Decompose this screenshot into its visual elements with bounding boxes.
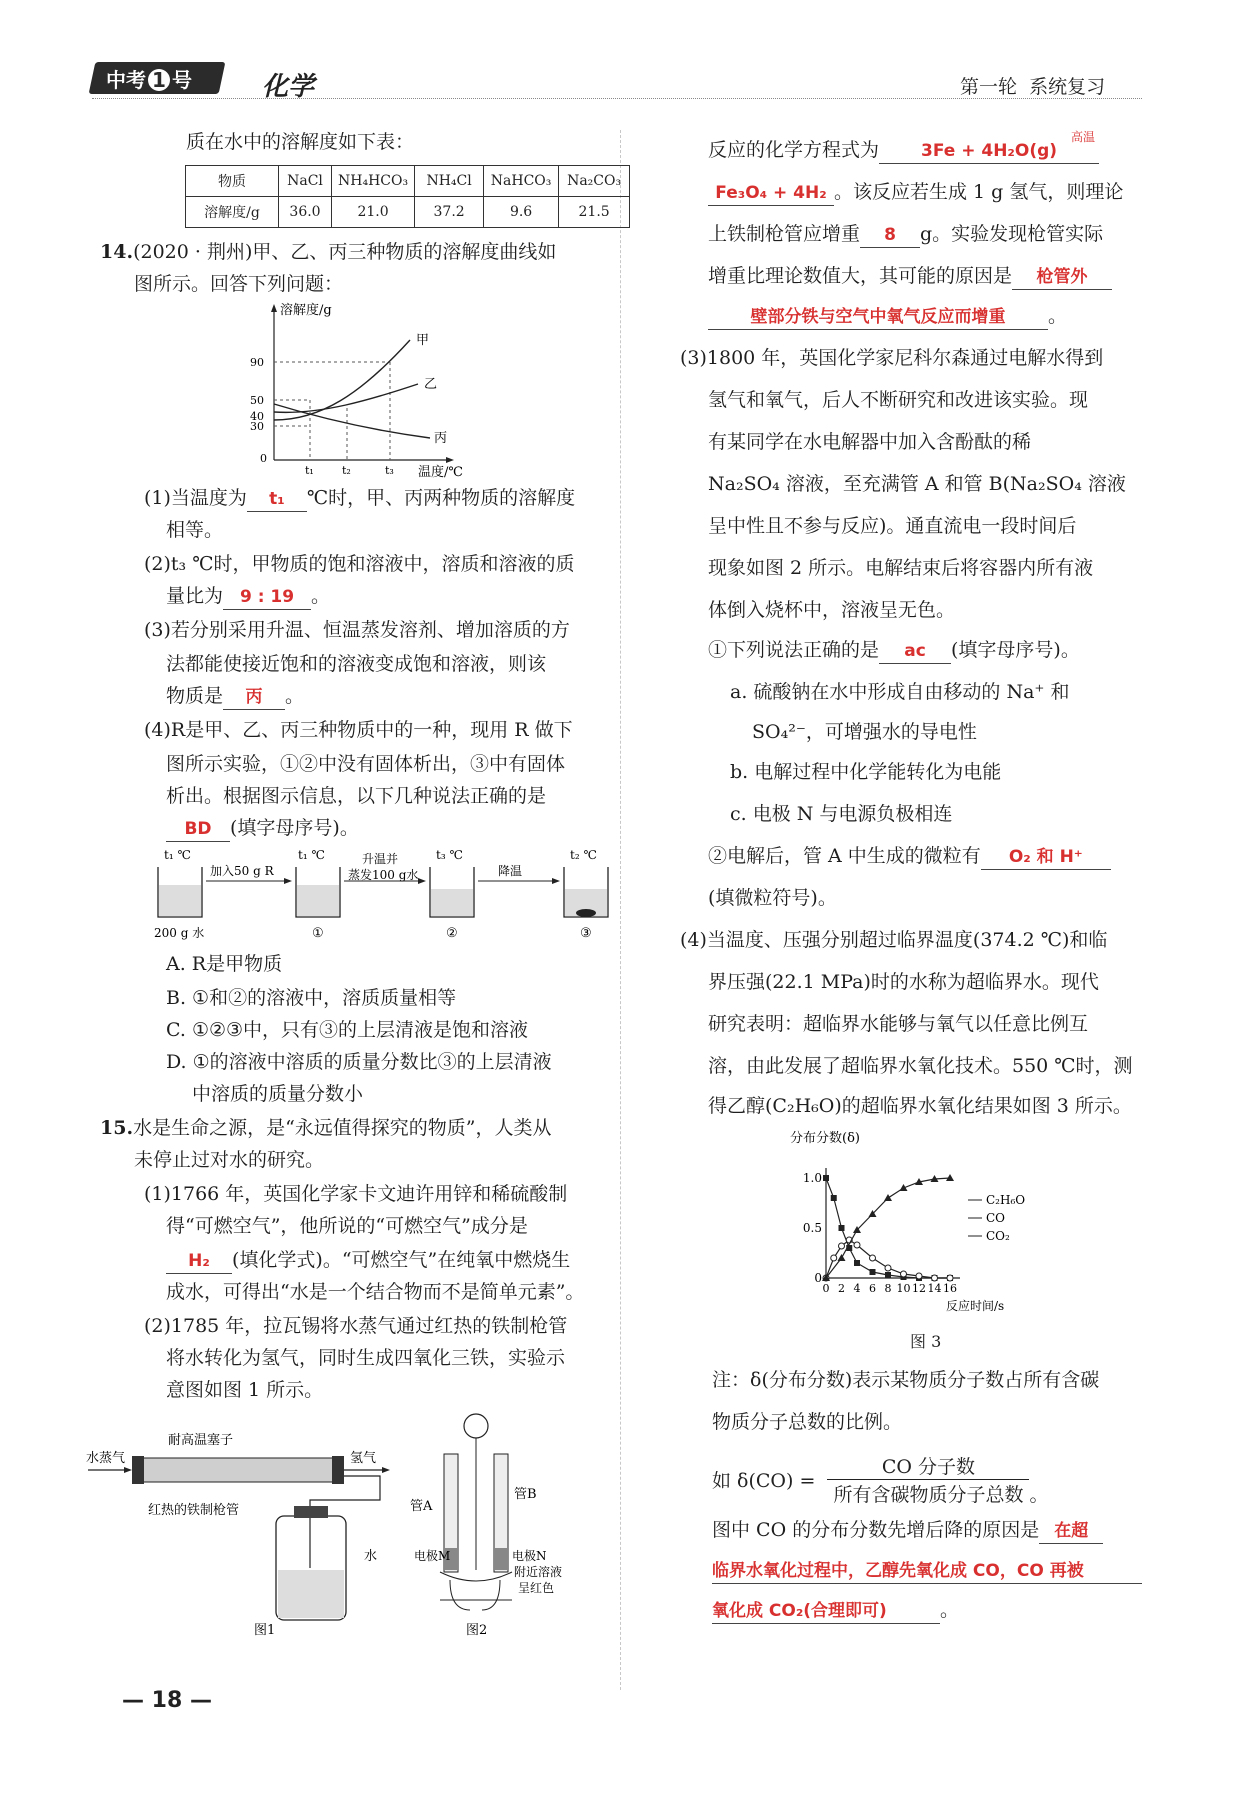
r-last-3: 氧化成 CO₂(合理即可) 。 bbox=[712, 1598, 959, 1624]
q15-stem-2: 未停止过对水的研究。 bbox=[134, 1149, 325, 1171]
table-cell: NH₄Cl bbox=[415, 166, 484, 197]
series-label: 甲 bbox=[416, 333, 430, 348]
series-line bbox=[826, 1178, 950, 1278]
q3-option-a: a. 硫酸钠在水中形成自由移动的 Na⁺ 和 bbox=[730, 681, 1070, 703]
beaker-number: ② bbox=[446, 926, 458, 941]
q15-part2-cont2: 意图如图 1 所示。 bbox=[166, 1379, 324, 1401]
step-label: 蒸发100 g水 bbox=[348, 868, 419, 882]
y-axis-label: 溶解度/g bbox=[280, 303, 332, 318]
answer-blank: 在超 bbox=[1039, 1519, 1103, 1544]
q14-part2: (2)t₃ ℃时，甲物质的饱和溶液中，溶质和溶液的质 bbox=[144, 553, 575, 575]
fraction-numerator: CO 分子数 bbox=[827, 1452, 1029, 1480]
beaker-experiment-diagram bbox=[150, 845, 610, 945]
table-cell: 溶解度/g bbox=[186, 197, 279, 228]
q3-line: Na₂SO₄ 溶液，至充满管 A 和管 B(Na₂SO₄ 溶液 bbox=[708, 473, 1126, 495]
beaker bbox=[158, 867, 202, 917]
figure-1-apparatus bbox=[80, 1420, 410, 1640]
y-tick-label: 0 bbox=[260, 452, 267, 465]
fig-label: 管A bbox=[410, 1499, 433, 1514]
r-last-1: 图中 CO 的分布分数先增后降的原因是 在超 bbox=[712, 1518, 1103, 1544]
q3-sub1: ①下列说法正确的是 ac (填字母序号)。 bbox=[708, 638, 1080, 664]
fig-label: 红热的铁制枪管 bbox=[148, 1503, 240, 1518]
series-label: 丙 bbox=[434, 431, 448, 446]
data-point bbox=[854, 1242, 860, 1248]
q14-part1-cont: 相等。 bbox=[166, 519, 224, 541]
answer-blank: Fe₃O₄ + 4H₂ bbox=[708, 181, 834, 206]
y-tick-label: 90 bbox=[250, 356, 264, 369]
fraction-formula bbox=[712, 1452, 1048, 1507]
q3-option-a-cont: SO₄²⁻，可增强水的导电性 bbox=[752, 721, 977, 743]
y-tick-label: 50 bbox=[250, 394, 264, 407]
formula-end: 。 bbox=[1029, 1484, 1049, 1506]
q3-sub2: ②电解后，管 A 中生成的微粒有 O₂ 和 H⁺ bbox=[708, 844, 1111, 870]
solubility-table bbox=[185, 165, 630, 228]
curve-bing bbox=[274, 404, 430, 438]
fig-label: 管B bbox=[514, 1487, 537, 1502]
q14-part3-cont2: 物质是 丙 。 bbox=[166, 684, 304, 710]
q15-part1-cont3: 成水，可得出“水是一个结合物而不是简单元素”。 bbox=[166, 1281, 585, 1303]
r-line-1: 反应的化学方程式为 3Fe + 4H₂O(g) 高温 bbox=[708, 138, 1099, 164]
fig-label: 电极M bbox=[414, 1549, 451, 1563]
y-tick-label: 0.5 bbox=[802, 1221, 822, 1235]
beaker bbox=[296, 867, 340, 917]
answer-blank: 9 : 19 bbox=[223, 585, 311, 610]
q14-part4-cont3: BD (填字母序号)。 bbox=[166, 816, 359, 842]
note-line: 物质分子总数的比例。 bbox=[712, 1411, 903, 1433]
answer-blank: 临界水氧化过程中，乙醇先氧化成 CO，CO 再被 bbox=[712, 1559, 1142, 1584]
answer-blank: ac bbox=[879, 639, 951, 664]
data-point bbox=[854, 1260, 860, 1266]
fig-label: 氢气 bbox=[350, 1451, 377, 1466]
q14-part3-cont: 法都能使接近饱和的溶液变成饱和溶液，则该 bbox=[166, 653, 547, 675]
column-divider bbox=[620, 130, 621, 1690]
series-line bbox=[826, 1178, 950, 1278]
option-b: B. ①和②的溶液中，溶质质量相等 bbox=[166, 987, 457, 1009]
header-section: 第一轮 系统复习 bbox=[960, 76, 1106, 98]
page-number: — 18 — bbox=[122, 1688, 212, 1713]
beaker bbox=[430, 867, 474, 917]
y-tick-label: 0 bbox=[814, 1271, 822, 1285]
legend-label: C₂H₆O bbox=[986, 1193, 1026, 1207]
beaker-number: ① bbox=[312, 926, 324, 941]
fig-label: 水蒸气 bbox=[86, 1451, 126, 1466]
q14-part2-cont: 量比为 9 : 19 。 bbox=[166, 584, 330, 610]
header-brand-text: 中考 1 号 bbox=[106, 68, 192, 92]
x-tick-label: 2 bbox=[838, 1282, 845, 1295]
step-label: 升温并 bbox=[362, 852, 399, 866]
data-point bbox=[916, 1273, 922, 1279]
q3-line: 有某同学在水电解器中加入含酚酞的稀 bbox=[708, 431, 1032, 453]
q15-part2-cont: 将水转化为氢气，同时生成四氧化三铁，实验示 bbox=[166, 1347, 566, 1369]
data-point bbox=[823, 1175, 829, 1181]
temp-label: t₁ ℃ bbox=[298, 848, 325, 862]
beaker-number: ③ bbox=[580, 926, 592, 941]
q14-part4: (4)R是甲、乙、丙三种物质中的一种，现用 R 做下 bbox=[144, 719, 573, 741]
r-line-5: 壁部分铁与空气中氧气反应而增重 。 bbox=[708, 304, 1067, 330]
x-tick-label: 4 bbox=[853, 1282, 861, 1295]
answer-blank: 氧化成 CO₂(合理即可) bbox=[712, 1599, 940, 1624]
q14-stem: 14.(2020 · 荆州)甲、乙、丙三种物质的溶解度曲线如 bbox=[100, 241, 557, 263]
y-axis-label: 分布分数(δ) bbox=[790, 1131, 860, 1146]
data-point bbox=[946, 1174, 954, 1181]
q4-line: 研究表明：超临界水能够与氧气以任意比例互 bbox=[708, 1013, 1089, 1035]
q4-line: (4)当温度、压强分别超过临界温度(374.2 ℃)和临 bbox=[680, 929, 1108, 951]
table-cell: NH₄HCO₃ bbox=[332, 166, 415, 197]
data-point bbox=[885, 1265, 891, 1271]
figure-3-caption: 图 3 bbox=[910, 1332, 942, 1351]
q15-part1-cont: 得“可燃空气”，他所说的“可燃空气”成分是 bbox=[166, 1215, 528, 1237]
q14-part4-cont: 图所示实验，①②中没有固体析出，③中有固体 bbox=[166, 753, 566, 775]
q3-line: 体倒入烧杯中，溶液呈无色。 bbox=[708, 599, 956, 621]
x-tick-label: 0 bbox=[822, 1282, 830, 1295]
legend-label: CO₂ bbox=[986, 1229, 1010, 1243]
q4-line: 得乙醇(C₂H₆O)的超临界水氧化结果如图 3 所示。 bbox=[708, 1095, 1132, 1117]
y-tick-label: 30 bbox=[250, 420, 264, 433]
x-tick-label: 16 bbox=[943, 1282, 957, 1295]
q3-line: (3)1800 年，英国化学家尼科尔森通过电解水得到 bbox=[680, 347, 1104, 369]
q14-part4-cont2: 析出。根据图示信息，以下几种说法正确的是 bbox=[166, 785, 547, 807]
r-line-4: 增重比理论数值大，其可能的原因是 枪管外 bbox=[708, 264, 1112, 290]
data-point bbox=[838, 1254, 846, 1261]
x-tick-label: 6 bbox=[869, 1282, 876, 1295]
reaction-condition: 高温 bbox=[1071, 130, 1096, 144]
q3-option-b: b. 电解过程中化学能转化为电能 bbox=[730, 761, 1002, 783]
q3-line: 氢气和氧气，后人不断研究和改进该实验。现 bbox=[708, 389, 1089, 411]
x-tick-label: t₃ bbox=[385, 464, 394, 477]
fig-label: 水 bbox=[364, 1549, 378, 1564]
q3-line: 现象如图 2 所示。电解结束后将容器内所有液 bbox=[708, 557, 1094, 579]
fig-label: 附近溶液 bbox=[514, 1565, 563, 1579]
q14-part3: (3)若分别采用升温、恒温蒸发溶剂、增加溶质的方 bbox=[144, 619, 570, 641]
table-cell: 36.0 bbox=[279, 197, 332, 228]
table-cell: 物质 bbox=[186, 166, 279, 197]
temp-label: t₁ ℃ bbox=[164, 848, 191, 862]
figure-caption: 图1 bbox=[254, 1623, 276, 1638]
data-point bbox=[947, 1275, 953, 1281]
intro-text: 质在水中的溶解度如下表： bbox=[186, 131, 415, 153]
r-last-2 bbox=[712, 1558, 1142, 1584]
q14-part1: (1)当温度为 t₁ ℃时，甲、丙两种物质的溶解度 bbox=[144, 486, 575, 512]
q14-number: 14. bbox=[100, 241, 134, 263]
x-tick-label: t₁ bbox=[305, 464, 314, 477]
fraction-denominator: 所有含碳物质分子总数 bbox=[833, 1484, 1024, 1506]
q15-number: 15. bbox=[100, 1117, 134, 1139]
data-point bbox=[870, 1269, 876, 1275]
answer-blank: 枪管外 bbox=[1012, 265, 1112, 290]
temp-label: t₃ ℃ bbox=[436, 848, 463, 862]
table-cell: NaHCO₃ bbox=[484, 166, 559, 197]
figure-3-chart bbox=[780, 1130, 1080, 1330]
answer-blank: t₁ bbox=[247, 487, 307, 512]
x-axis-label: 反应时间/s bbox=[946, 1299, 1005, 1313]
answer-blank: 壁部分铁与空气中氧气反应而增重 bbox=[708, 305, 1048, 330]
curve-yi bbox=[274, 384, 418, 412]
data-point bbox=[839, 1225, 845, 1231]
table-row bbox=[186, 166, 630, 197]
q4-line: 溶，由此发展了超临界水氧化技术。550 ℃时，测 bbox=[708, 1055, 1133, 1077]
data-point bbox=[870, 1255, 876, 1261]
fig-label: 电极N bbox=[512, 1549, 547, 1563]
x-tick-label: t₂ bbox=[342, 464, 351, 477]
r-line-3: 上铁制枪管应增重 8 g。实验发现枪管实际 bbox=[708, 222, 1103, 248]
formula-lhs: 如 δ(CO) = bbox=[712, 1470, 816, 1492]
beaker bbox=[564, 867, 608, 917]
table-cell: 21.5 bbox=[559, 197, 630, 228]
answer-blank: O₂ 和 H⁺ bbox=[981, 845, 1111, 870]
water-label: 200 g 水 bbox=[154, 926, 205, 940]
step-label: 降温 bbox=[498, 864, 523, 878]
table-cell: 21.0 bbox=[332, 197, 415, 228]
temp-label: t₂ ℃ bbox=[570, 848, 597, 862]
x-tick-label: 10 bbox=[896, 1282, 911, 1295]
fig-label: 耐高温塞子 bbox=[168, 1433, 234, 1448]
header-subject: 化学 bbox=[262, 72, 315, 102]
table-cell: NaCl bbox=[279, 166, 332, 197]
step-label: 加入50 g R bbox=[210, 864, 274, 878]
data-point bbox=[839, 1243, 845, 1249]
iron-tube bbox=[138, 1458, 338, 1482]
figure-2-electrolyzer bbox=[410, 1410, 610, 1640]
q14-stem-2: 图所示。回答下列问题： bbox=[134, 273, 344, 295]
q3-sub2-cont: (填微粒符号)。 bbox=[708, 887, 837, 909]
option-d: D. ①的溶液中溶质的质量分数比③的上层清液 bbox=[166, 1051, 552, 1073]
data-point bbox=[831, 1255, 837, 1261]
answer-blank: 8 bbox=[860, 223, 920, 248]
series-label: 乙 bbox=[424, 377, 438, 392]
legend-label: CO bbox=[986, 1211, 1006, 1225]
answer-blank: 3Fe + 4H₂O(g) 高温 bbox=[879, 139, 1099, 164]
q3-line: 呈中性且不参与反应)。通直流电一段时间后 bbox=[708, 515, 1077, 537]
answer-blank: H₂ bbox=[166, 1249, 232, 1274]
y-tick-label: 1.0 bbox=[802, 1171, 822, 1185]
table-cell: 37.2 bbox=[415, 197, 484, 228]
x-tick-label: 14 bbox=[927, 1282, 942, 1295]
q15-part1-cont2: H₂ (填化学式)。“可燃空气”在纯氧中燃烧生 bbox=[166, 1248, 570, 1274]
y-tick-label: 40 bbox=[250, 410, 264, 423]
table-row bbox=[186, 197, 630, 228]
option-a: A. R是甲物质 bbox=[166, 953, 283, 975]
x-tick-label: 12 bbox=[912, 1282, 926, 1295]
option-c: C. ①②③中，只有③的上层清液是饱和溶液 bbox=[166, 1019, 529, 1041]
data-point bbox=[932, 1275, 938, 1281]
q4-line: 界压强(22.1 MPa)时的水称为超临界水。现代 bbox=[708, 971, 1099, 993]
table-cell: 9.6 bbox=[484, 197, 559, 228]
fig-label: 呈红色 bbox=[518, 1581, 555, 1595]
data-point bbox=[884, 1194, 892, 1201]
data-point bbox=[885, 1272, 891, 1278]
q15-part2: (2)1785 年，拉瓦锡将水蒸气通过红热的铁制枪管 bbox=[144, 1315, 568, 1337]
solubility-curve-chart bbox=[250, 300, 490, 480]
data-point bbox=[831, 1195, 837, 1201]
data-point bbox=[901, 1271, 907, 1277]
table-cell: Na₂CO₃ bbox=[559, 166, 630, 197]
q15-stem: 15.水是生命之源，是“永远值得探究的物质”，人类从 bbox=[100, 1117, 552, 1139]
note-line: 注：δ(分布分数)表示某物质分子数占所有含碳 bbox=[712, 1369, 1100, 1391]
option-d-cont: 中溶质的质量分数小 bbox=[192, 1083, 364, 1105]
answer-blank: BD bbox=[166, 817, 230, 842]
x-tick-label: 8 bbox=[884, 1282, 892, 1295]
x-axis-label: 温度/℃ bbox=[418, 465, 463, 480]
figure-caption: 图2 bbox=[466, 1623, 488, 1638]
answer-blank: 丙 bbox=[223, 685, 285, 710]
q15-part1: (1)1766 年，英国化学家卡文迪许用锌和稀硫酸制 bbox=[144, 1183, 568, 1205]
r-line-2: Fe₃O₄ + 4H₂ 。该反应若生成 1 g 氢气，则理论 bbox=[708, 180, 1123, 206]
header-rule bbox=[92, 98, 1142, 99]
q3-option-c: c. 电极 N 与电源负极相连 bbox=[730, 803, 953, 825]
